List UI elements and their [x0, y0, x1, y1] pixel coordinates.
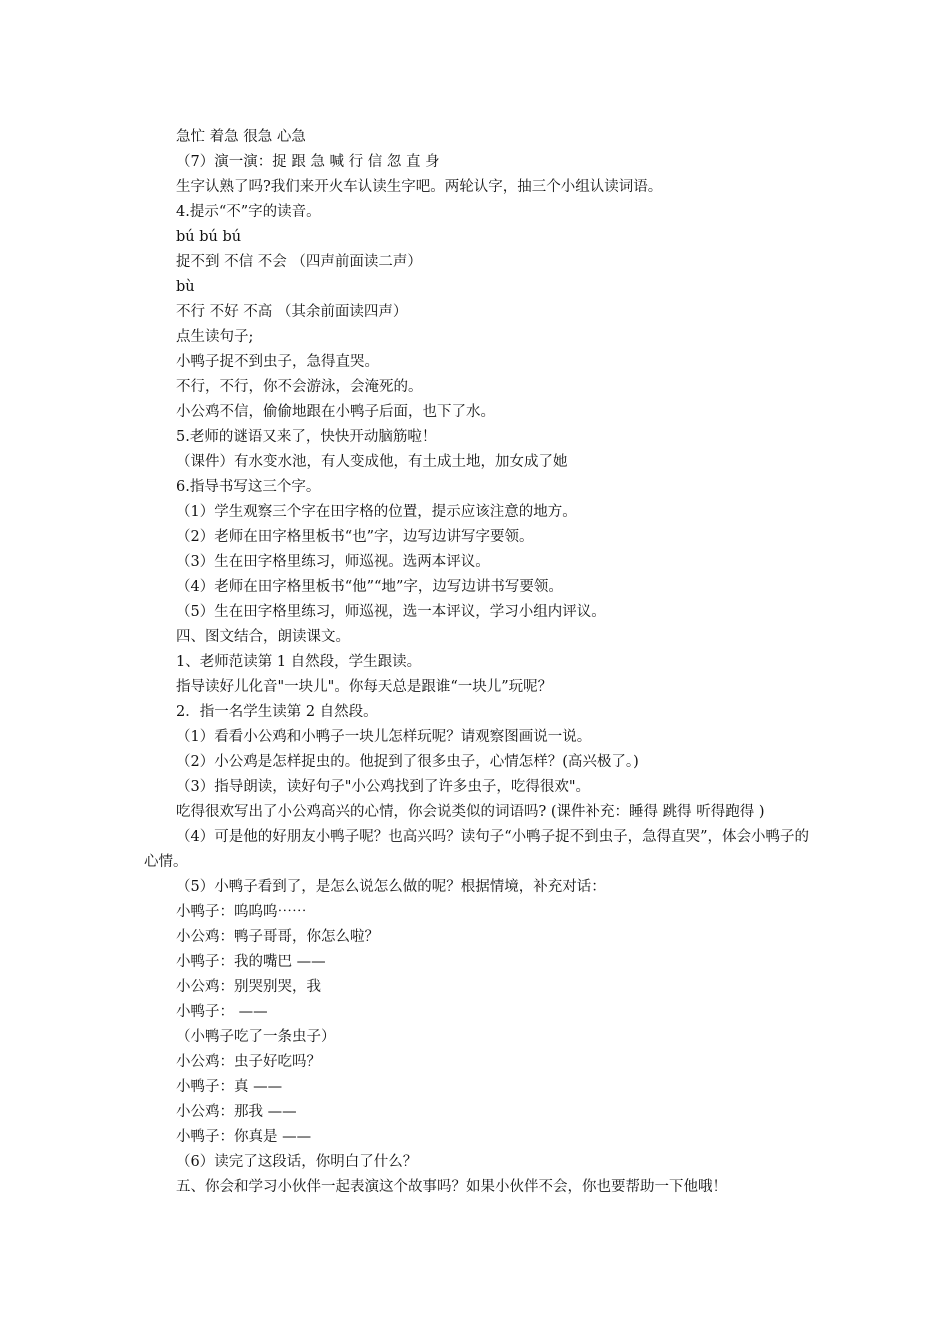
text-line: 小公鸡不信，偷偷地跟在小鸭子后面，也下了水。: [176, 404, 495, 420]
text-line: bù: [176, 279, 195, 295]
dialogue-line: 小鸭子：我的嘴巴 ——: [176, 954, 326, 970]
text-line: 小鸭子捉不到虫子，急得直哭。: [176, 354, 379, 370]
text-line: （3）生在田字格里练习，师巡视。选两本评议。: [176, 554, 490, 570]
text-line: （3）指导朗读，读好句子"小公鸡找到了许多虫子，吃得很欢"。: [176, 779, 591, 795]
dialogue-line: 小公鸡：那我 ——: [176, 1104, 297, 1120]
dialogue-line: 小鸭子：真 ——: [176, 1079, 283, 1095]
text-line: 生字认熟了吗?我们来开火车认读生字吧。两轮认字，抽三个小组认读词语。: [176, 179, 663, 195]
text-line: 1、老师范读第 1 自然段，学生跟读。: [176, 654, 422, 670]
dialogue-line: 小公鸡：别哭别哭，我: [176, 979, 321, 995]
text-line: （1）学生观察三个字在田字格的位置，提示应该注意的地方。: [176, 504, 577, 520]
text-line: 捉不到 不信 不会 （四声前面读二声）: [176, 254, 422, 270]
section-heading: 五、你会和学习小伙伴一起表演这个故事吗？如果小伙伴不会，你也要帮助一下他哦！: [176, 1179, 727, 1195]
text-line: 4.提示“不”字的读音。: [176, 204, 321, 220]
text-line: 点生读句子;: [176, 329, 254, 345]
text-line: 指导读好儿化音"一块儿"。你每天总是跟谁“一块儿”玩呢？: [176, 679, 553, 695]
text-line: （2）老师在田字格里板书“也”字，边写边讲写字要领。: [176, 529, 534, 545]
dialogue-line: 小公鸡：虫子好吃吗？: [176, 1054, 321, 1070]
text-line: bú bú bú: [176, 229, 242, 245]
section-heading: 四、图文结合，朗读课文。: [176, 629, 350, 645]
text-line: 急忙 着急 很急 心急: [176, 129, 306, 145]
text-line: （5）小鸭子看到了，是怎么说怎么做的呢？根据情境，补充对话：: [176, 879, 606, 895]
dialogue-line: 小鸭子： ——: [176, 1004, 268, 1020]
text-line: （7）演一演：捉 跟 急 喊 行 信 忽 直 身: [176, 154, 440, 170]
dialogue-line: 小公鸡：鸭子哥哥，你怎么啦？: [176, 929, 379, 945]
paragraph: （4）可是他的好朋友小鸭子呢？也高兴吗？读句子“小鸭子捉不到虫子，急得直哭”，体会小鸭子的心情。: [144, 829, 810, 870]
text-line: 不行，不行，你不会游泳，会淹死的。: [176, 379, 423, 395]
text-line: 2．指一名学生读第 2 自然段。: [176, 704, 378, 720]
text-line: 不行 不好 不高 （其余前面读四声）: [176, 304, 408, 320]
text-line: （5）生在田字格里练习，师巡视，选一本评议，学习小组内评议。: [176, 604, 606, 620]
dialogue-line: 小鸭子：呜呜呜⋯⋯: [176, 904, 307, 920]
text-line: （2）小公鸡是怎样捉虫的。他捉到了很多虫子，心情怎样？(高兴极了。): [176, 754, 639, 770]
text-line: （4）老师在田字格里板书“他”“地”字，边写边讲书写要领。: [176, 579, 563, 595]
dialogue-line: （小鸭子吃了一条虫子）: [176, 1029, 336, 1045]
text-line: （课件）有水变水池，有人变成他，有土成土地，加女成了她: [176, 454, 568, 470]
text-line: 6.指导书写这三个字。: [176, 479, 321, 495]
text-line: 5.老师的谜语又来了，快快开动脑筋啦！: [176, 429, 437, 445]
text-line: （1）看看小公鸡和小鸭子一块儿怎样玩呢？请观察图画说一说。: [176, 729, 592, 745]
dialogue-line: 小鸭子：你真是 ——: [176, 1129, 312, 1145]
paragraph: 吃得很欢写出了小公鸡高兴的心情，你会说类似的词语吗? (课件补充：睡得 跳得 听得跑得 ): [176, 804, 765, 820]
text-line: （6）读完了这段话，你明白了什么？: [176, 1154, 418, 1170]
document-body: [144, 125, 814, 1200]
